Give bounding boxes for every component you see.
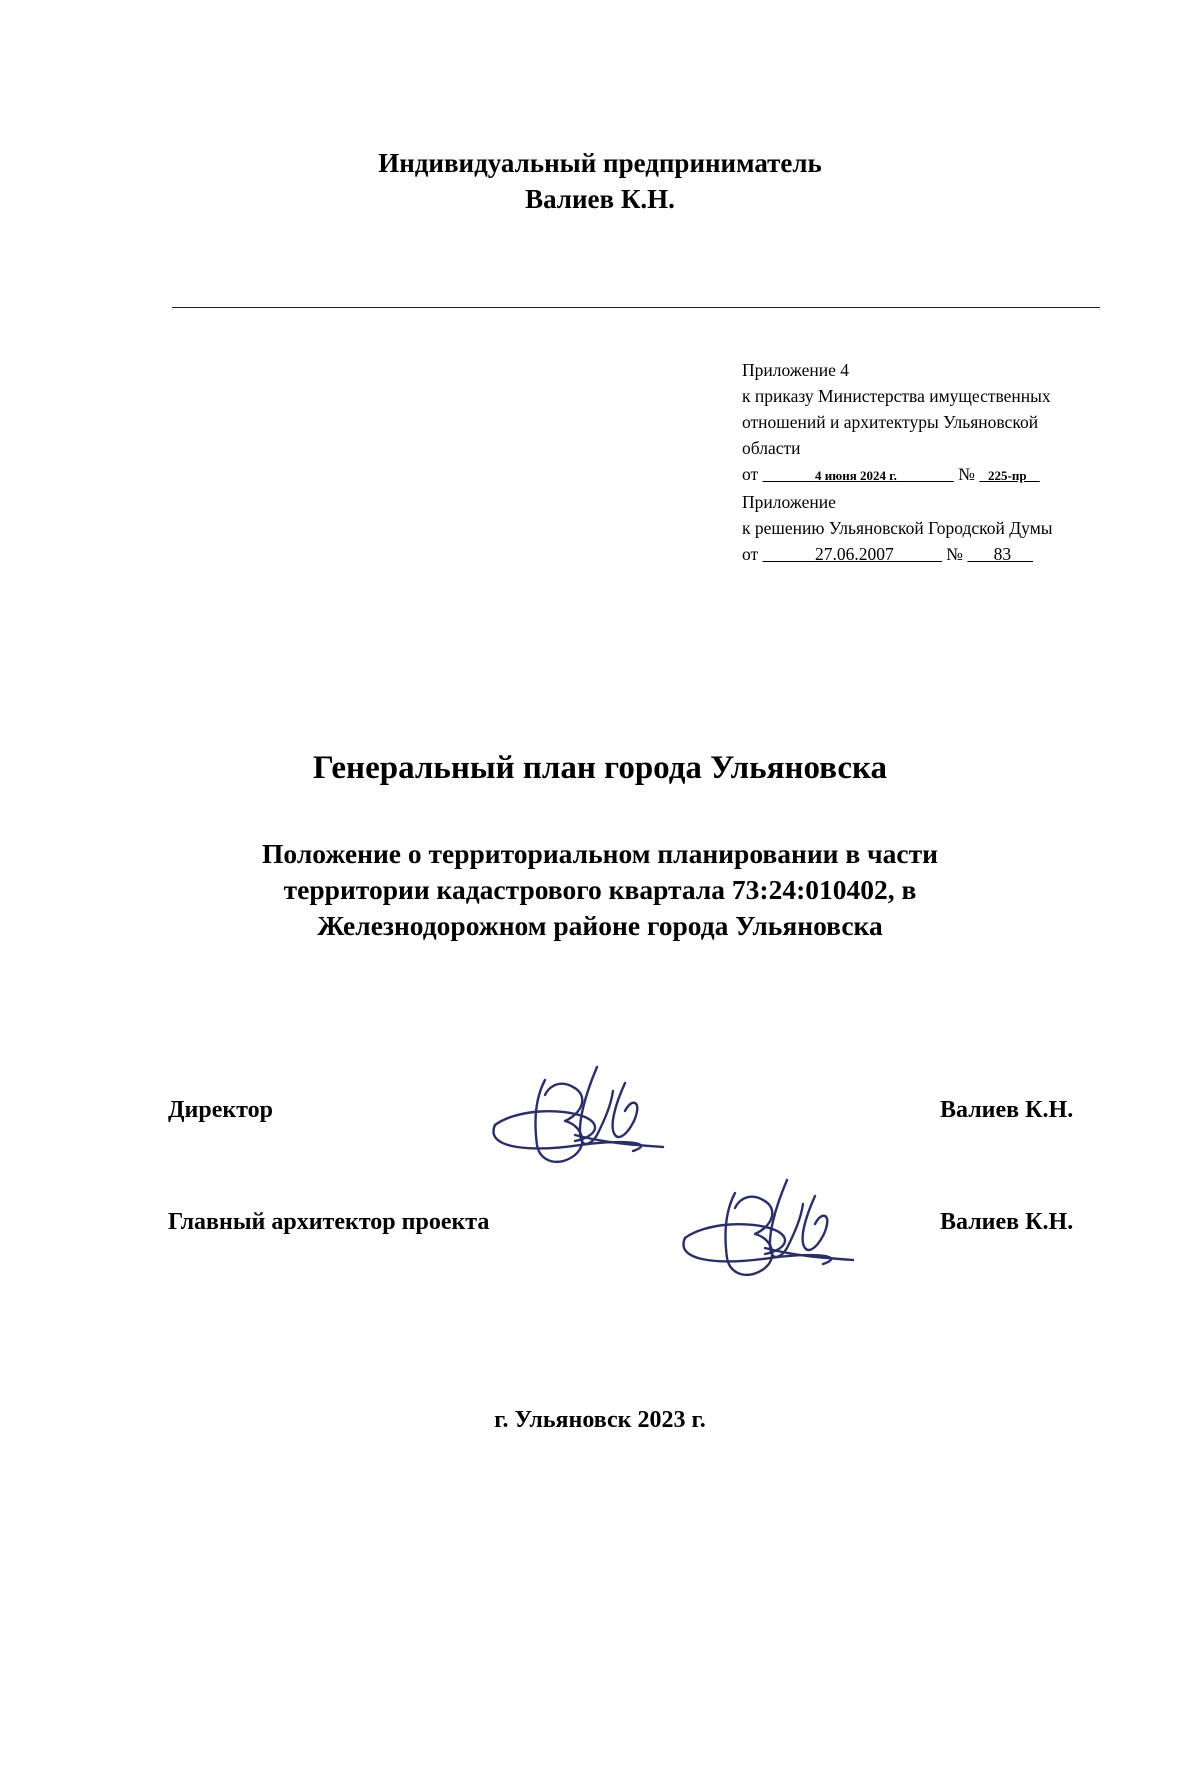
architect-signature [675, 1168, 855, 1288]
decision-from-label: от [742, 544, 759, 564]
document-title: Генеральный план города Ульяновска [312, 750, 888, 786]
organization-name: Валиев К.Н. [525, 184, 675, 214]
appendix-line-6: к решению Ульяновской Городской Думы [742, 518, 1053, 538]
signatory-role-architect: Главный архитектор проекта [168, 1209, 490, 1235]
header-divider [172, 307, 1100, 308]
director-signature [485, 1055, 665, 1175]
decision-date: 27.06.2007 [815, 544, 894, 564]
organization-type: Индивидуальный предприниматель [378, 148, 822, 178]
order-from-label: от [742, 464, 759, 484]
subtitle-line-2: территории кадастрового квартала 73:24:010402, в [283, 874, 917, 905]
appendix-line-3: отношений и архитектуры Ульяновской [742, 412, 1039, 432]
signatory-name-architect: Валиев К.Н. [940, 1209, 1074, 1235]
appendix-line-2: к приказу Министерства имущественных [742, 386, 1051, 406]
subtitle-line-3: Железнодорожном районе города Ульяновска [317, 910, 883, 941]
organization-header [0, 145, 1200, 217]
decision-number-label: № [946, 544, 963, 564]
signatory-name-director: Валиев К.Н. [940, 1097, 1074, 1123]
document-subtitle [0, 836, 1200, 944]
city-year: г. Ульяновск 2023 г. [494, 1407, 706, 1433]
appendix-line-4: области [742, 438, 801, 458]
subtitle-line-1: Положение о территориальном планировании в части [262, 838, 938, 869]
decision-number: 83 [993, 544, 1012, 564]
order-number-label: № [958, 464, 975, 484]
signatory-role-director: Директор [168, 1097, 273, 1123]
order-date: 4 июня 2024 г. [815, 468, 897, 483]
appendix-line-1: Приложение 4 [742, 360, 850, 380]
order-reference [742, 461, 1162, 489]
order-number: 225-пр [988, 468, 1027, 483]
decision-reference [742, 541, 1162, 567]
appendix-line-5: Приложение [742, 492, 836, 512]
appendix-block [742, 357, 1162, 567]
